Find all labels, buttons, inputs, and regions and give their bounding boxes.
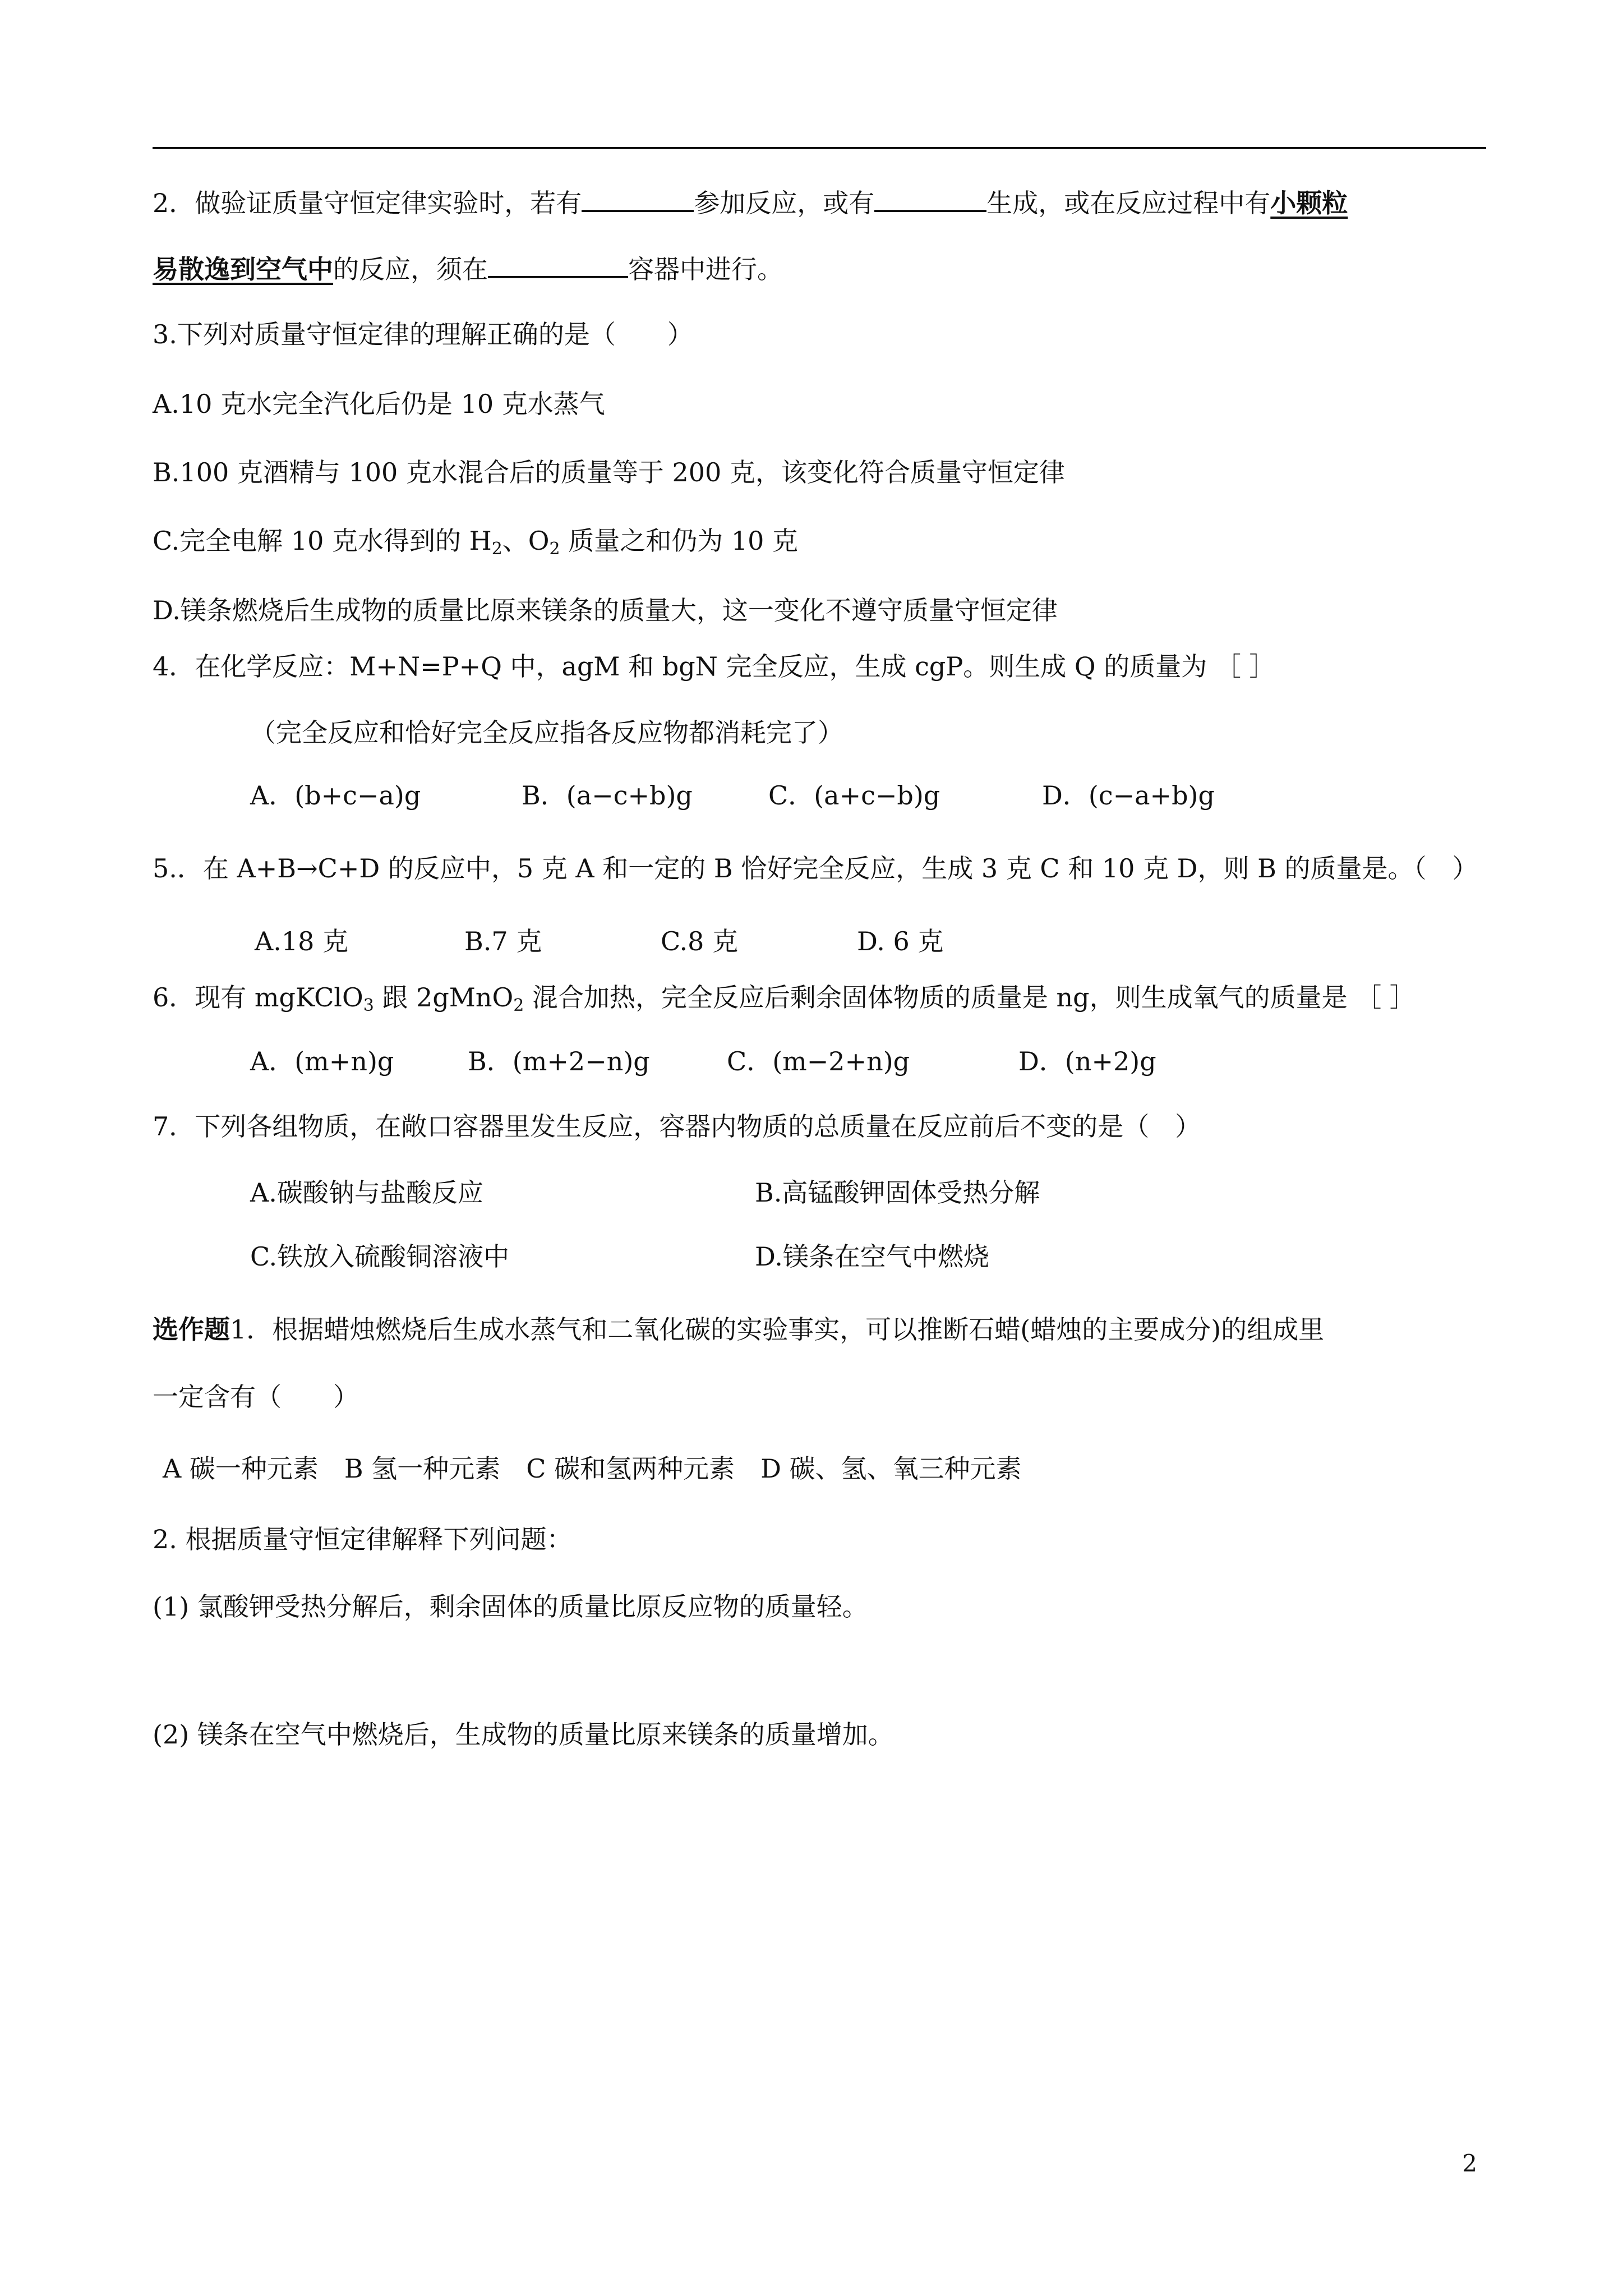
q2-emphasis-1: 小颗粒 (1270, 188, 1348, 218)
q2-emphasis-2: 易散逸到空气中 (153, 254, 333, 284)
q2-mid3: 的反应，须在 (333, 254, 488, 284)
subscript: 2 (491, 539, 502, 559)
q7-option-c: C.铁放入硫酸铜溶液中 (250, 1241, 510, 1272)
q4-option-a: A．(b+c−a)g (250, 780, 421, 811)
header-rule (153, 147, 1486, 149)
q2-blank-3 (488, 251, 628, 278)
q3-stem: 3.下列对质量守恒定律的理解正确的是（ ） (153, 319, 693, 349)
q4-option-b: B．(a−c+b)g (522, 780, 693, 811)
q2-prefix: 2．做验证质量守恒定律实验时，若有 (153, 188, 582, 218)
q7-stem: 7．下列各组物质，在敞口容器里发生反应，容器内物质的总质量在反应前后不变的是（ ） (153, 1111, 1201, 1142)
optional-q1-line2: 一定含有（ ） (153, 1382, 359, 1412)
optional-label: 选作题 (153, 1314, 230, 1345)
q2-mid2: 生成，或在反应过程中有 (986, 188, 1271, 218)
q4-option-d: D．(c−a+b)g (1042, 780, 1215, 811)
subscript: 2 (513, 996, 524, 1015)
q6-stem-text: 混合加热，完全反应后剩余固体物质的质量是 ng，则生成氧气的质量是 ［ ］ (524, 982, 1415, 1013)
optional-q2-sub1: (1) 氯酸钾受热分解后，剩余固体的质量比原反应物的质量轻。 (153, 1591, 868, 1622)
q4-note: （完全反应和恰好完全反应指各反应物都消耗完了） (250, 717, 843, 748)
q3-option-b: B.100 克酒精与 100 克水混合后的质量等于 200 克，该变化符合质量守恒定律 (153, 457, 1065, 487)
q2-suffix: 容器中进行。 (628, 254, 783, 284)
subscript: 2 (549, 539, 560, 559)
q2-mid1: 参加反应，或有 (694, 188, 875, 218)
q6-option-b: B．(m+2−n)g (468, 1046, 650, 1076)
q6-stem (153, 982, 1415, 1022)
q3-option-c (153, 525, 798, 565)
optional-q1-text: 1．根据蜡烛燃烧后生成水蒸气和二氧化碳的实验事实，可以推断石蜡(蜡烛的主要成分)的组成里 (230, 1314, 1325, 1345)
q2-line1 (153, 185, 1348, 219)
q2-blank-2 (874, 185, 986, 212)
optional-q2-sub2: (2) 镁条在空气中燃烧后，生成物的质量比原来镁条的质量增加。 (153, 1719, 894, 1750)
q7-option-b: B.高锰酸钾固体受热分解 (755, 1177, 1040, 1208)
q3-option-a: A.10 克水完全汽化后仍是 10 克水蒸气 (153, 389, 605, 419)
q3-option-c-text: 质量之和仍为 10 克 (560, 526, 799, 556)
q5-option-a: A.18 克 (255, 926, 348, 956)
q2-blank-1 (582, 185, 694, 212)
q5-option-c: C.8 克 (661, 926, 739, 956)
page-number: 2 (1462, 2150, 1477, 2177)
q7-option-d: D.镁条在空气中燃烧 (755, 1241, 989, 1272)
q6-option-a: A．(m+n)g (250, 1046, 394, 1076)
q3-option-c-text: C.完全电解 10 克水得到的 H (153, 526, 492, 556)
q6-option-d: D．(n+2)g (1018, 1046, 1156, 1076)
optional-q2-stem: 2. 根据质量守恒定律解释下列问题： (153, 1524, 573, 1554)
subscript: 3 (363, 996, 374, 1015)
q6-stem-text: 6．现有 mgKClO (153, 982, 363, 1013)
q6-stem-text: 跟 2gMnO (374, 982, 514, 1013)
q4-option-c: C．(a+c−b)g (768, 780, 940, 811)
q6-option-c: C．(m−2+n)g (727, 1046, 910, 1076)
q3-option-d: D.镁条燃烧后生成物的质量比原来镁条的质量大，这一变化不遵守质量守恒定律 (153, 595, 1058, 625)
q7-option-a: A.碳酸钠与盐酸反应 (250, 1177, 483, 1208)
optional-q1-line1 (153, 1314, 1324, 1345)
q2-line2 (153, 251, 783, 285)
optional-q1-options: A 碳一种元素 B 氢一种元素 C 碳和氢两种元素 D 碳、氢、氧三种元素 (163, 1453, 1022, 1484)
q3-option-c-text: 、O (502, 526, 550, 556)
q5-stem: 5.．在 A+B→C+D 的反应中，5 克 A 和一定的 B 恰好完全反应，生成 3 克 C 和 10 克 D，则 B 的质量是。（ ） (153, 853, 1478, 884)
q4-stem: 4．在化学反应：M+N=P+Q 中，agM 和 bgN 完全反应，生成 cgP。则生成 Q 的质量为 ［ ］ (153, 651, 1275, 682)
q5-option-b: B.7 克 (464, 926, 542, 956)
q5-option-d: D. 6 克 (857, 926, 944, 956)
